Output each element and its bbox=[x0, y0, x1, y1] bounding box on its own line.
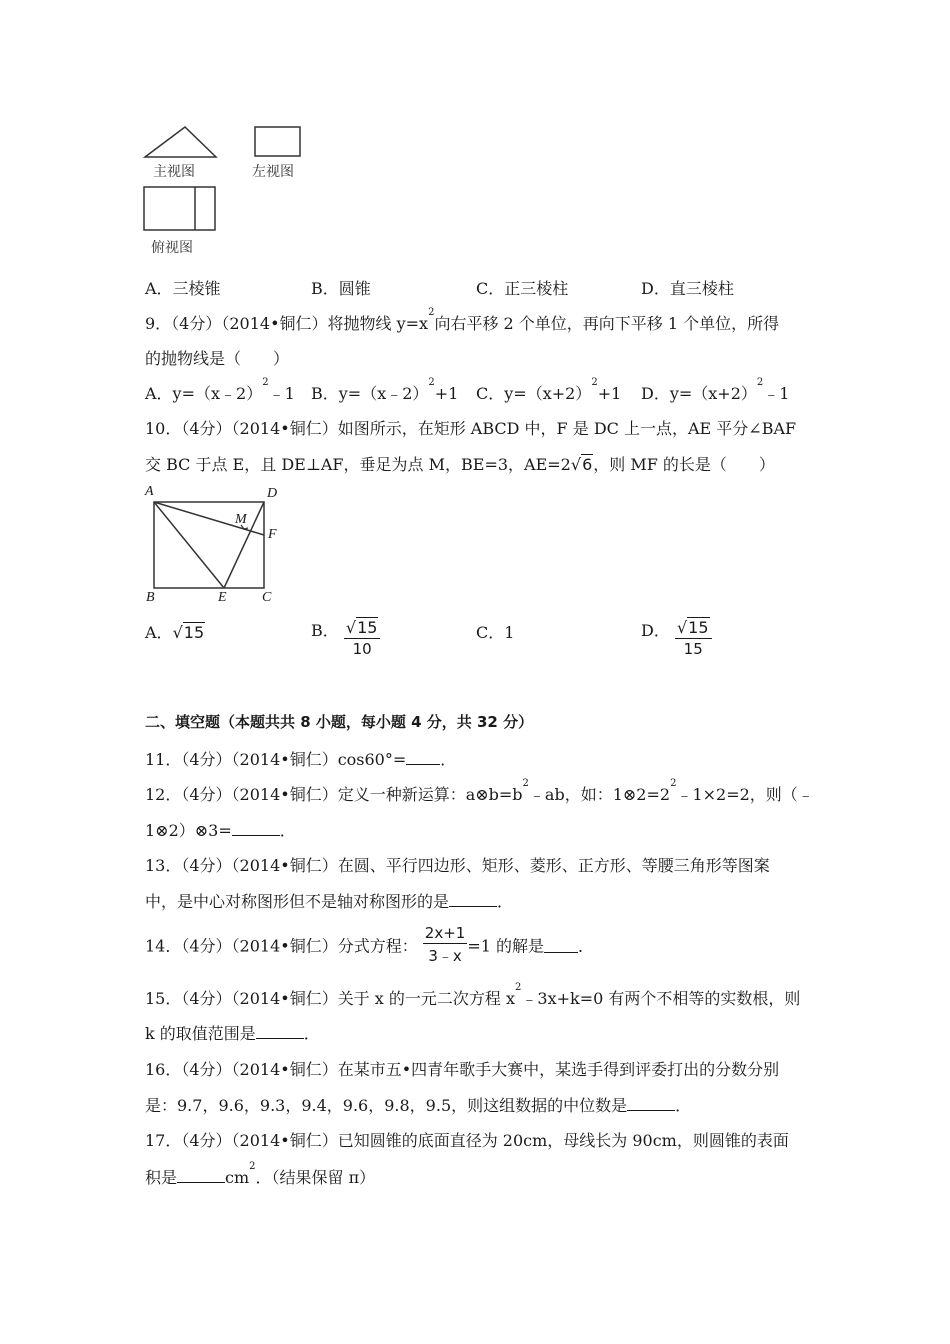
q9-line-2: 的抛物线是（ ） bbox=[145, 349, 290, 368]
answer-blank bbox=[177, 1168, 225, 1183]
q8-option-d: D．直三棱柱 bbox=[641, 279, 734, 298]
q17-line-2: 积是 $cm^2$．（结果保留 π） bbox=[145, 1161, 376, 1187]
q10-option-b: B． $\frac{√15}{10}$ bbox=[311, 618, 380, 658]
q9-option-b: B．y=（x﹣2）$^2$+1 bbox=[311, 377, 459, 403]
answer-blank bbox=[449, 892, 497, 907]
left-view-rectangle bbox=[254, 126, 302, 158]
figure-label-e: E bbox=[218, 590, 227, 605]
answer-blank bbox=[627, 1096, 675, 1111]
sqrt-6: √6 bbox=[570, 455, 593, 474]
q9-option-d: D．$y=(x+2)^2﹣1$ bbox=[641, 377, 790, 403]
q16-line-2: 是：9.7，9.6，9.3，9.4，9.6，9.8，9.5，则这组数据的中位数是 ． bbox=[145, 1096, 692, 1115]
fraction-2x1-over-3x: $\frac{2x+1}{3﹣x}$ bbox=[424, 924, 466, 965]
section-2-heading: 二、填空题（本题共共 8 小题，每小题 4 分，共 32 分） bbox=[145, 713, 534, 731]
q8-option-b: B．圆锥 bbox=[311, 279, 371, 298]
figure-label-d: D bbox=[267, 486, 278, 501]
fraction-sqrt15-over-15: $\frac{√15}{15}$ bbox=[675, 618, 712, 658]
q10-option-c: C．1 bbox=[476, 623, 515, 642]
q9-option-a: A．y=（x﹣2）$^2$﹣1 bbox=[145, 377, 295, 403]
q10-line-2: 交 BC 于点 E，且 DE⊥AF，垂足为点 M，BE=3，AE=2√6，则 MF 的长是（ ） bbox=[145, 455, 775, 474]
figure-label-m: M bbox=[235, 512, 247, 527]
q12-line-2: 1⊗2）⊗3= ． bbox=[145, 821, 296, 840]
fraction-sqrt15-over-10: $\frac{√15}{10}$ bbox=[344, 618, 381, 658]
front-view-label: 主视图 bbox=[153, 164, 195, 180]
figure-label-f: F bbox=[268, 527, 277, 542]
figure-label-a: A bbox=[145, 484, 154, 499]
front-view-triangle bbox=[143, 124, 219, 160]
figure-label-c: C bbox=[262, 590, 272, 605]
q13-line-2: 中，是中心对称图形但不是轴对称图形的是 ． bbox=[145, 892, 514, 911]
q9-option-c: C．$y=(x+2)^2+1$ bbox=[476, 377, 622, 403]
q10-option-d: D． $\frac{√15}{15}$ bbox=[641, 618, 712, 658]
q15-line-1: 15．（4分）（2014•铜仁）关于 x 的一元二次方程 $x^2﹣3x+k=0$ 有两个不相等的实数根，则 bbox=[145, 982, 801, 1008]
answer-blank bbox=[256, 1024, 304, 1039]
q10-option-a: A．√15 bbox=[145, 623, 205, 642]
q15-line-2: k 的取值范围是 ． bbox=[145, 1024, 320, 1043]
q16-line-1: 16．（4分）（2014•铜仁）在某市五•四青年歌手大赛中，某选手得到评委打出的分数分别 bbox=[145, 1060, 780, 1079]
sqrt-15: √15 bbox=[172, 623, 205, 642]
q8-option-a: A．三棱锥 bbox=[145, 279, 221, 298]
answer-blank bbox=[406, 750, 440, 765]
q10-line-1: 10．（4分）（2014•铜仁）如图所示，在矩形 ABCD 中，F 是 DC 上一点，AE 平分∠BAF bbox=[145, 419, 797, 438]
q9-line-1: 9．（4分）（2014•铜仁）将抛物线 $y=x^2$向右平移 2 个单位，再向下平移 1 个单位，所得 bbox=[145, 307, 780, 333]
left-view-label: 左视图 bbox=[252, 164, 294, 180]
answer-blank bbox=[544, 938, 578, 953]
answer-blank bbox=[232, 821, 280, 836]
q11-line: 11．（4分）（2014•铜仁）cos60°= ． bbox=[145, 750, 457, 769]
q17-line-1: 17．（4分）（2014•铜仁）已知圆锥的底面直径为 20cm，母线长为 90cm，则圆锥的表面 bbox=[145, 1131, 789, 1150]
top-view-label: 俯视图 bbox=[151, 240, 193, 256]
figure-label-b: B bbox=[146, 590, 155, 605]
q8-option-c: C．正三棱柱 bbox=[476, 279, 569, 298]
q14-line: 14．（4分）（2014•铜仁）分式方程： $\frac{2x+1}{3﹣x}$ =1 的解是 ． bbox=[145, 924, 595, 965]
q12-line-1: 12．（4分）（2014•铜仁）定义一种新运算：$a\otimes b=b^2﹣ab$，如：$1\otimes 2=2^2﹣1\times 2=2$，则（﹣ bbox=[145, 778, 814, 804]
q13-line-1: 13．（4分）（2014•铜仁）在圆、平行四边形、矩形、菱形、正方形、等腰三角形等图案 bbox=[145, 856, 770, 875]
top-view-rectangle bbox=[143, 186, 217, 232]
